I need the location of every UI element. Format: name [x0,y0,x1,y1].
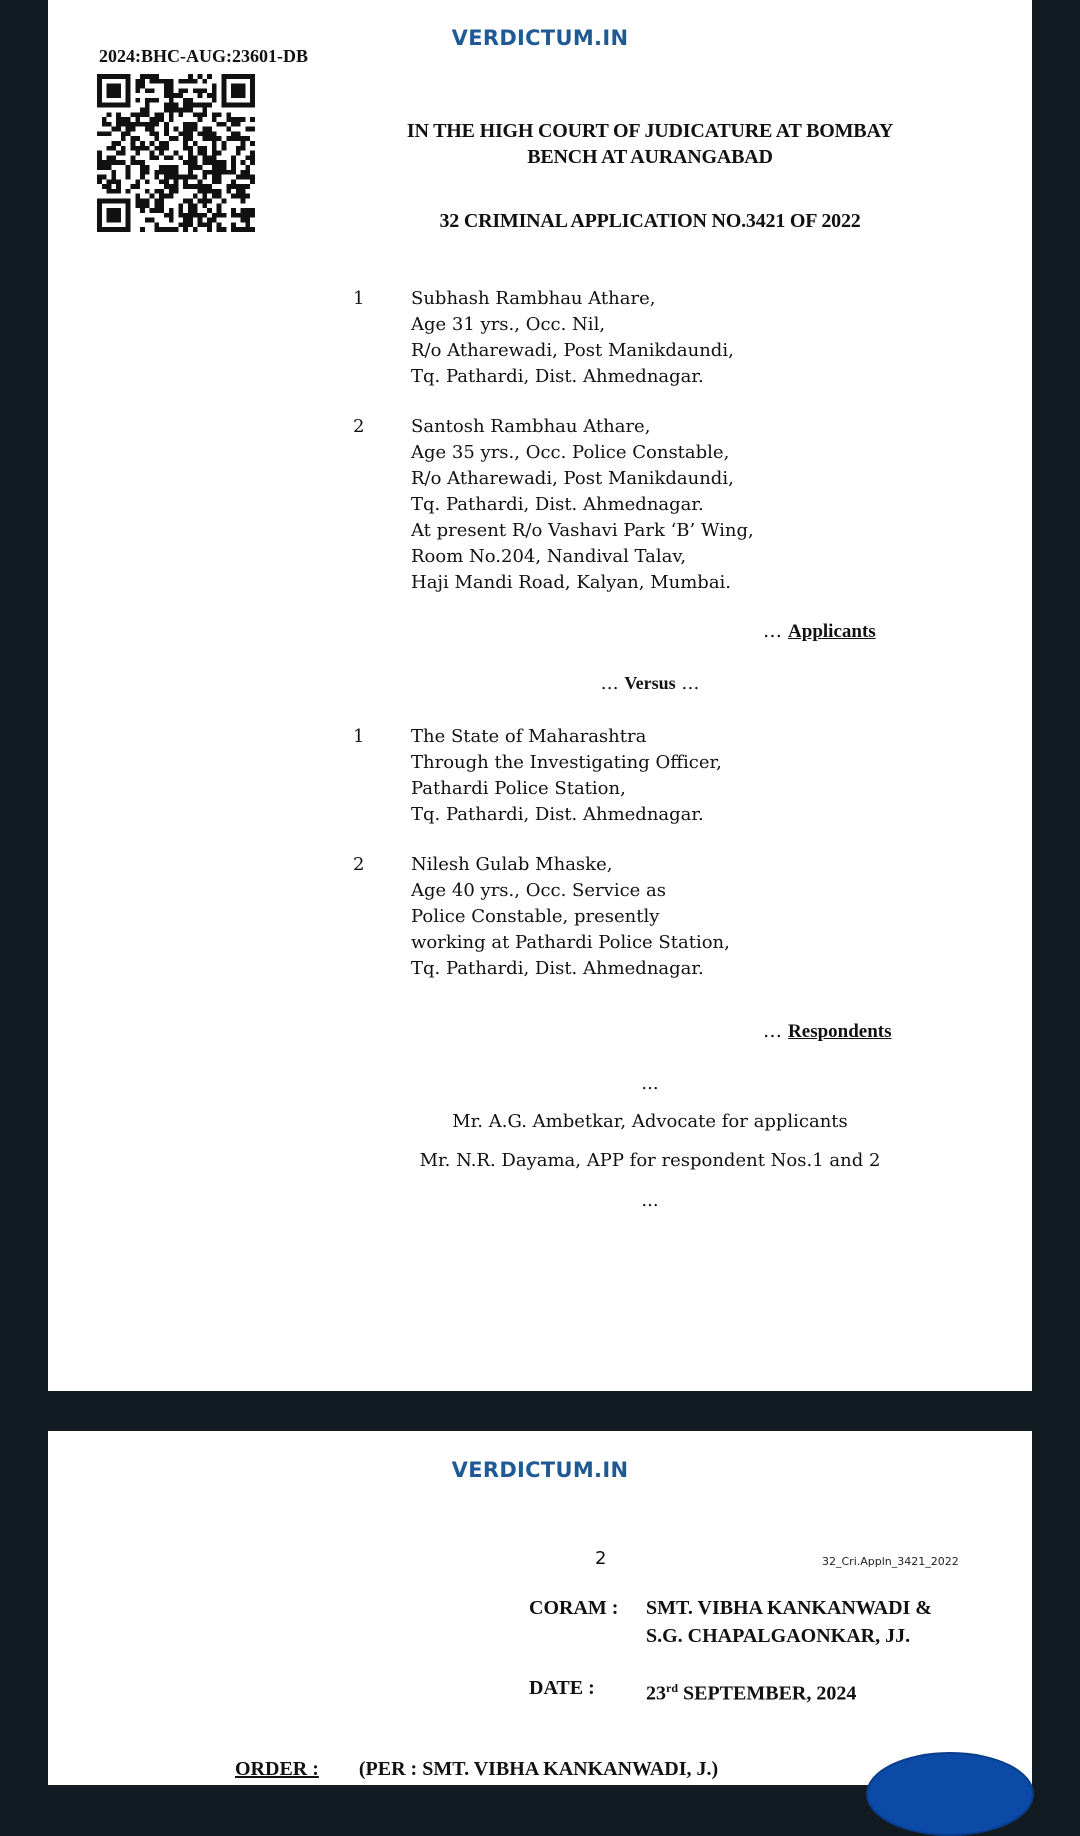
date-label: DATE : [529,1677,595,1699]
bench-name: BENCH AT AURANGABAD [527,146,773,168]
party-number: 1 [353,726,365,747]
coram-judge-1: SMT. VIBHA KANKANWADI & [646,1597,932,1619]
floating-action-button[interactable] [866,1752,1034,1836]
watermark: VERDICTUM.IN [451,1458,629,1482]
party-line: R/o Atharewadi, Post Manikdaundi, [411,468,734,489]
watermark: VERDICTUM.IN [451,26,629,50]
separator-dots: ... [641,1190,659,1211]
applicants-label: Applicants [788,621,876,642]
date-month-year: SEPTEMBER, 2024 [678,1682,857,1705]
leader-dots: … [763,1020,782,1042]
versus-label: Versus [624,673,676,693]
date-day: 23 [646,1682,666,1705]
respondents-label: Respondents [788,1021,892,1042]
party-line: Nilesh Gulab Mhaske, [411,854,613,875]
party-number: 2 [353,854,365,875]
page-number: 2 [595,1548,607,1569]
date-value [646,1674,856,1708]
party-line: Room No.204, Nandival Talav, [411,546,687,567]
order-heading [235,1758,718,1781]
party-line: Santosh Rambhau Athare, [411,416,651,437]
qr-code [97,74,255,232]
counsel-applicants: Mr. A.G. Ambetkar, Advocate for applicants [452,1111,848,1132]
party-line: Age 31 yrs., Occ. Nil, [411,314,606,335]
leader-dots: … [600,673,619,694]
case-number: 32 CRIMINAL APPLICATION NO.3421 OF 2022 [439,210,861,232]
versus [310,673,990,694]
party-line: Police Constable, presently [411,906,660,927]
document-page-2 [48,1431,1032,1785]
party-line: Haji Mandi Road, Kalyan, Mumbai. [411,572,732,593]
party-number: 1 [353,288,365,309]
party-line: The State of Maharashtra [411,726,647,747]
file-reference: 32_Cri.Appln_3421_2022 [822,1555,959,1568]
party-line: Age 40 yrs., Occ. Service as [411,880,666,901]
party-line: Tq. Pathardi, Dist. Ahmednagar. [411,366,704,387]
party-line: Pathardi Police Station, [411,778,626,799]
applicants-role [763,620,876,643]
party-line: Tq. Pathardi, Dist. Ahmednagar. [411,958,704,979]
order-label: ORDER : [235,1758,319,1780]
neutral-citation: 2024:BHC-AUG:23601-DB [99,46,308,66]
party-line: R/o Atharewadi, Post Manikdaundi, [411,340,734,361]
respondents-role [763,1020,892,1043]
party-line: Tq. Pathardi, Dist. Ahmednagar. [411,804,704,825]
separator-dots: ... [641,1073,659,1094]
party-line: Age 35 yrs., Occ. Police Constable, [411,442,730,463]
order-author: (PER : SMT. VIBHA KANKANWADI, J.) [358,1758,719,1780]
counsel-respondents: Mr. N.R. Dayama, APP for respondent Nos.1 and 2 [419,1150,881,1171]
coram-judge-2: S.G. CHAPALGAONKAR, JJ. [646,1625,911,1647]
court-name: IN THE HIGH COURT OF JUDICATURE AT BOMBAY [406,120,894,142]
party-line: working at Pathardi Police Station, [411,932,730,953]
party-line: Through the Investigating Officer, [411,752,722,773]
coram-label: CORAM : [529,1597,619,1619]
leader-dots: … [763,620,782,642]
party-line: Tq. Pathardi, Dist. Ahmednagar. [411,494,704,515]
date-suffix: rd [666,1681,678,1695]
party-number: 2 [353,416,365,437]
document-page-1 [48,0,1032,1391]
party-line: At present R/o Vashavi Park ‘B’ Wing, [411,520,754,541]
party-line: Subhash Rambhau Athare, [411,288,656,309]
leader-dots: … [681,673,700,694]
